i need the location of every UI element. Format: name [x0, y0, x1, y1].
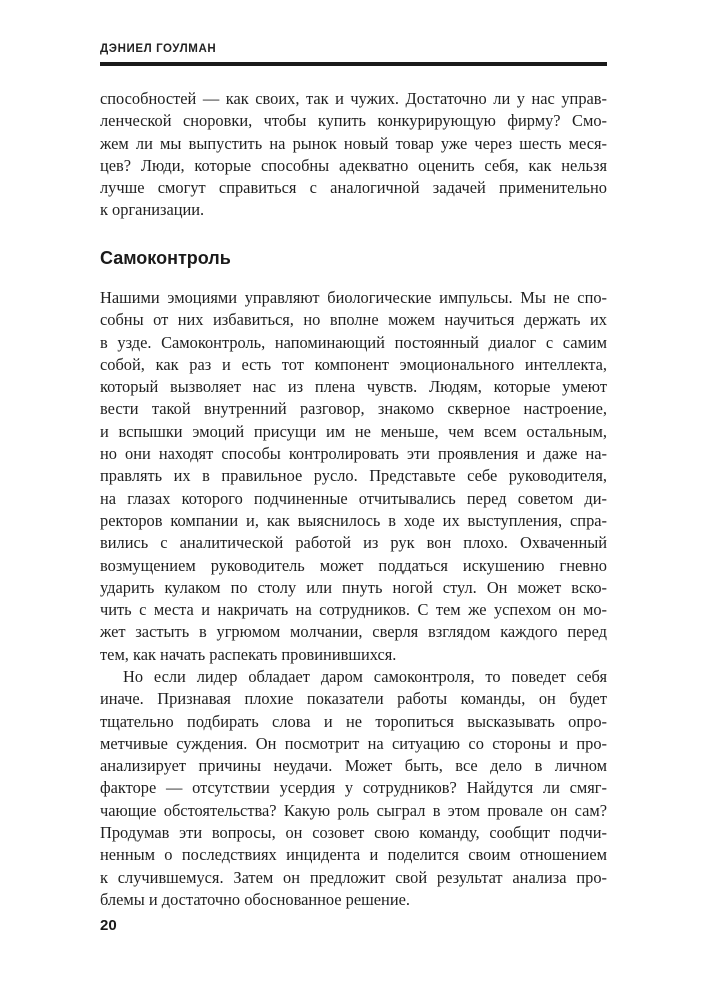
- text-line: Продумав эти вопросы, он созовет свою команду, сообщит подчи-: [100, 823, 607, 843]
- text-line: ленческой сноровки, чтобы купить конкурирующую фирму? Смо-: [100, 111, 607, 131]
- text-line: ректоров компании и, как выяснилось в ходе их выступления, спра-: [100, 510, 607, 530]
- text-line: чающие обстоятельства? Какую роль сыграл в этом провале он сам?: [100, 800, 607, 820]
- text-line: к случившемуся. Затем он предложит свой результат анализа про-: [100, 867, 607, 887]
- text-line: вились с аналитической работой из рук вон плохо. Охваченный: [100, 533, 607, 553]
- text-line: ударить кулаком по столу или пнуть ногой стул. Он может вско-: [100, 577, 607, 597]
- text-line: лучше смогут справиться с аналогичной задачей применительно: [100, 178, 607, 198]
- text-line: Нашими эмоциями управляют биологические импульсы. Мы не спо-: [100, 288, 607, 307]
- text-line: цев? Люди, которые способны адекватно оценить себя, как нельзя: [100, 155, 607, 175]
- running-head-author: ДЭНИЕЛ ГОУЛМАН: [100, 43, 217, 55]
- text-line: жем ли мы выпустить на рынок новый товар уже через шесть меся-: [100, 133, 607, 153]
- text-line: чить с места и накричать на сотрудников. С тем же успехом он мо-: [100, 600, 607, 620]
- text-line: способностей — как своих, так и чужих. Достаточно ли у нас управ-: [100, 89, 607, 108]
- text-line: вести такой внутренний разговор, знакомо скверное настроение,: [100, 399, 607, 419]
- text-line: правлять их в правильное русло. Представьте себе руководителя,: [100, 466, 607, 486]
- text-line: факторе — отсутствии усердия у сотрудников? Найдутся ли смяг-: [100, 778, 607, 798]
- text-line: но они находят способы контролировать эти проявления и даже на-: [100, 444, 607, 464]
- text-line: к организации.: [100, 200, 205, 220]
- text-line: Но если лидер обладает даром самоконтроля, то поведет себя: [123, 667, 607, 686]
- text-line: метчивые суждения. Он посмотрит на ситуацию со стороны и про-: [100, 733, 607, 753]
- body-paragraph-2: [100, 666, 607, 911]
- text-line: жет застыть в угрюмом молчании, сверля взглядом каждого перед: [100, 622, 607, 642]
- text-line: собны от них избавиться, но вполне можем научиться держать их: [100, 310, 607, 330]
- text-line: тщательно подбирать слова и не торопиться высказывать опро-: [100, 711, 607, 731]
- body-paragraph-1: [100, 287, 607, 666]
- header-rule: [100, 62, 607, 66]
- intro-paragraph: [100, 88, 607, 222]
- text-line: на глазах которого подчиненные отчитывались перед советом ди-: [100, 488, 607, 508]
- text-line: возмущением руководитель может поддаться искушению гневно: [100, 555, 607, 575]
- section-heading: Самоконтроль: [100, 248, 231, 268]
- text-line: блемы и достаточно обоснованное решение.: [100, 889, 410, 909]
- text-line: в узде. Самоконтроль, напоминающий постоянный диалог с самим: [100, 332, 607, 352]
- text-line: который вызволяет нас из плена чувств. Людям, которые умеют: [100, 377, 607, 397]
- text-line: ненным о последствиях инцидента и поделится своим отношением: [100, 845, 607, 865]
- text-line: анализирует причины неудачи. Может быть, все дело в личном: [100, 756, 607, 776]
- text-line: собой, как раз и есть тот компонент эмоционального интеллекта,: [100, 354, 607, 374]
- page-number: 20: [100, 917, 117, 934]
- text-line: и вспышки эмоций присущи им не меньше, чем всем остальным,: [100, 421, 607, 441]
- text-line: тем, как начать распекать провинившихся.: [100, 644, 397, 664]
- text-line: иначе. Признавая плохие показатели работы команды, он будет: [100, 689, 607, 709]
